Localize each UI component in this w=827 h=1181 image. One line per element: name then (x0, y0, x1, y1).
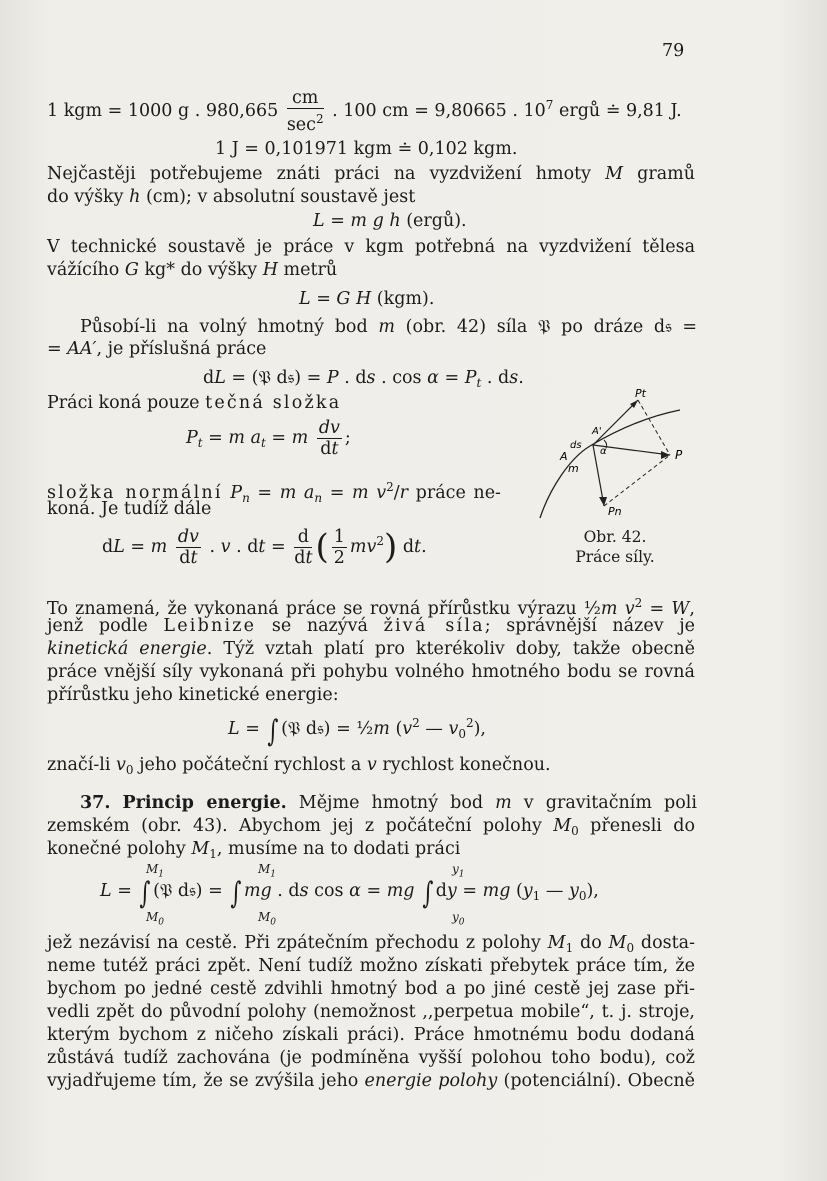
equation-work: dL = m $\frac{dv}{dt}$ . v . dt = $\frac{d}{dt}$ ( $\frac{1}{2}$ $mv^2$) dt. (102, 527, 427, 568)
equation-mgh: L = m g h (ergů). (313, 211, 467, 231)
paragraph-line: zůstává tudíž zachována (je podmíněna vyšší polohou toho bodu), což (47, 1048, 695, 1068)
label-alpha: α (600, 446, 607, 457)
paragraph-line: kinetická energie. Týž vztah platí pro kterékoliv doby, takže obecně (47, 639, 695, 659)
label-pn: Pn (608, 505, 622, 518)
section-heading-line: 37. Princip energie. Mějme hmotný bod m v gravitačním poli (80, 793, 697, 813)
label-pt: Pt (635, 388, 646, 400)
label-a-prime: A' (592, 426, 602, 437)
paragraph-line: jenž podle Leibnize se nazývá živá síla; správnější název je (47, 616, 695, 636)
equation-joule: 1 J = 0,101971 kgm ≐ 0,102 kgm. (215, 139, 518, 159)
equation-tangent: $P_t = m$ $a_t = m$ $\frac{dv}{dt}$ ; (186, 418, 351, 459)
paragraph-line: Práci koná pouze tečná složka (47, 393, 342, 413)
label-p: P (675, 448, 683, 462)
label-a: A (560, 450, 568, 463)
paragraph-line: = AA′, je příslušná práce (47, 339, 267, 359)
paragraph-line: zemském (obr. 43). Abychom jej z počáteční polohy $M_0$ přenesli do (47, 816, 695, 838)
paragraph-line: bychom po jedné cestě zdvihli hmotný bod a po jiné cestě jej zase při- (47, 979, 695, 999)
equation-dl: dL = (𝔓 d𝔰) = P . ds . $\cos \alpha = P_t$ . ds. (203, 368, 524, 390)
caption-number: Obr. 42. (583, 528, 647, 546)
paragraph-line: Nejčastěji potřebujeme znáti práci na vyzdvižení hmoty M gramů (47, 164, 695, 184)
paragraph-line: Působí-li na volný hmotný bod m (obr. 42) síla 𝔓 po dráze d𝔰 = (80, 317, 697, 337)
paragraph-line: značí-li $v_0$ jeho počáteční rychlost a v rychlost konečnou. (47, 755, 551, 777)
tangent-force-vector (593, 400, 638, 445)
figure-force-diagram (520, 388, 700, 520)
equation-potential: L = ∫ (𝔓 d𝔰) = ∫ mg . ds cos α = mg ∫ dy = mg ($y_1$ — $y_0$), $M_1$ $M_0$ $M_1$ $M_0$ $y_1$ $y_0$ (100, 862, 599, 928)
paragraph-line: složka normální $P_n = m$ $a_n = m$ $v^2/r$ práce ne- (47, 480, 501, 505)
paragraph-line: do výšky h (cm); v absolutní soustavě jest (47, 187, 416, 207)
page-number: 79 (662, 41, 685, 61)
label-m: m (568, 462, 579, 475)
paragraph-line: jež nezávisí na cestě. Při zpátečním přechodu z polohy $M_1$ do $M_0$ dosta- (47, 933, 695, 955)
section-title: Princip energie. (122, 793, 287, 813)
equation-kinetic: L = ∫ (𝔓 d𝔰) = ½m ($v^2$ — $v_0^2$), (228, 714, 486, 749)
paragraph-line: vedli zpět do původní polohy (nemožnost ,,perpetua mobile“, t. j. stroje, (47, 1002, 695, 1022)
caption-title: Práce síly. (575, 548, 655, 566)
paragraph-line: přírůstku jeho kinetické energie: (47, 685, 339, 705)
paragraph-line: koná. Je tudíž dále (47, 499, 212, 519)
paragraph-line: vyjadřujeme tím, že se zvýšila jeho energie polohy (potenciální). Obecně (47, 1071, 695, 1091)
projection-dashed (604, 455, 670, 506)
paragraph-line: vážícího G kg* do výšky H metrů (47, 260, 338, 280)
label-ds: ds (570, 440, 582, 451)
paragraph-line: konečné polohy $M_1$, musíme na to dodati práci (47, 839, 461, 861)
equation-kgm: 1 kgm = 1000 g . 980,665 $\frac{cm}{\sec^2}$ . 100 cm = 9,80665 . $10^7$ ergů ≐ 9,81 J. (47, 88, 682, 135)
paragraph-line: neme tutéž práci zpět. Není tudíž možno získati přebytek práce tím, že (47, 956, 695, 976)
force-arrowhead (661, 451, 670, 459)
paragraph-line: práce vnější síly vykonaná při pohybu volného hmotného bodu se rovná (47, 662, 695, 682)
paragraph-line: To znamená, že vykonaná práce se rovná přírůstku výrazu ½m $v^2 = W$, (47, 596, 695, 619)
paragraph-line: V technické soustavě je práce v kgm potřebná na vyzdvižení tělesa (47, 237, 695, 257)
figure-caption (560, 527, 670, 567)
paragraph-line: kterým bychom z ničeho získali práci). Práce hmotnému bodu dodaná (47, 1025, 695, 1045)
equation-gh: L = G H (kgm). (299, 289, 435, 309)
section-number: 37. (80, 793, 111, 813)
projection-dashed (638, 400, 670, 455)
